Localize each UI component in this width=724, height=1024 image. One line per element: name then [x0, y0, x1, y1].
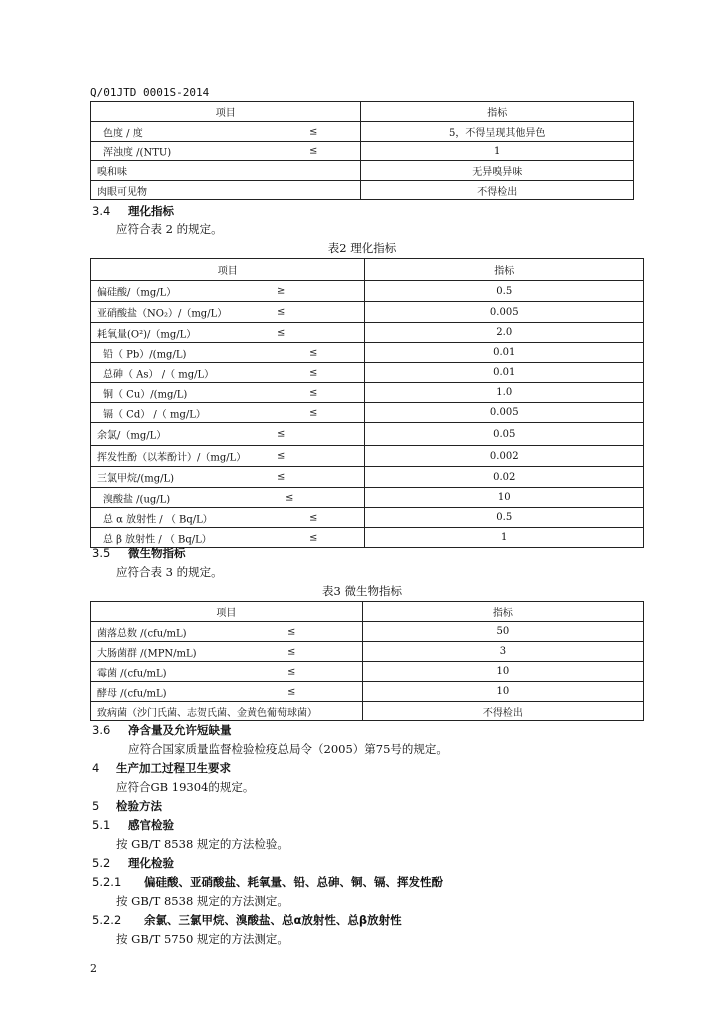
table-row [91, 423, 644, 446]
header-indicator: 指标 [361, 102, 634, 122]
header-item: 项目 [91, 259, 365, 281]
table-row [91, 488, 644, 508]
row-item: 铜（ Cu）/(mg/L) [103, 389, 188, 400]
row-item: 铅（ Pb）/(mg/L) [103, 349, 187, 360]
row-operator: ≤ [309, 387, 318, 398]
table-row [91, 662, 644, 682]
row-operator: ≤ [309, 126, 318, 137]
row-item: 菌落总数 /(cfu/mL) [97, 628, 187, 639]
section-4-text: 应符合GB 19304的规定。 [116, 780, 255, 794]
sensory-table [90, 101, 634, 200]
row-value: 2.0 [365, 323, 644, 343]
section-3-5-heading: 3.5 微生物指标 [92, 546, 186, 560]
row-item: 镉（ Cd） /（ mg/L） [103, 409, 206, 420]
row-value: 0.002 [365, 446, 644, 467]
row-value: 10 [365, 488, 644, 508]
row-value: 0.005 [365, 302, 644, 323]
section-4-heading: 4 生产加工过程卫生要求 [92, 761, 231, 775]
row-item: 大肠菌群 /(MPN/mL) [97, 648, 197, 659]
table-row [91, 363, 644, 383]
table-row [91, 161, 634, 181]
row-item: 总 α 放射性 / （ Bq/L） [103, 514, 213, 525]
row-value: 0.02 [365, 467, 644, 488]
row-value: 不得检出 [362, 702, 643, 721]
row-item: 肉眼可见物 [97, 186, 147, 198]
row-value: 0.01 [365, 343, 644, 363]
row-item: 偏硅酸/（mg/L） [97, 287, 177, 299]
row-operator: ≤ [287, 646, 296, 657]
section-3-5-text: 应符合表 3 的规定。 [116, 565, 223, 579]
row-value: 0.5 [365, 508, 644, 528]
section-5-2-2-heading: 5.2.2 余氯、三氯甲烷、溴酸盐、总α放射性、总β放射性 [92, 913, 402, 927]
row-item: 色度 / 度 [103, 128, 143, 139]
table-header-row [91, 102, 634, 122]
row-item: 嗅和味 [97, 167, 127, 178]
table-row [91, 181, 634, 200]
table-row [91, 446, 644, 467]
table-row [91, 343, 644, 363]
header-indicator: 指标 [362, 602, 643, 622]
header-indicator: 指标 [365, 259, 644, 281]
table2-caption: 表2 理化指标 [327, 241, 397, 255]
table-row [91, 323, 644, 343]
table-row [91, 302, 644, 323]
table-row [91, 142, 634, 161]
section-5-1-heading: 5.1 感官检验 [92, 818, 174, 832]
table-row [91, 702, 644, 721]
row-value: 3 [362, 642, 643, 662]
page-number: 2 [90, 962, 97, 975]
table-row [91, 281, 644, 302]
row-value: 1 [365, 528, 644, 548]
table-row [91, 682, 644, 702]
physicochemical-table [90, 258, 644, 548]
row-item: 霉菌 /(cfu/mL) [97, 668, 167, 679]
row-item: 浑浊度 /(NTU) [103, 147, 172, 159]
section-5-2-heading: 5.2 理化检验 [92, 856, 174, 870]
row-operator: ≤ [287, 626, 296, 637]
section-5-heading: 5 检验方法 [92, 799, 162, 813]
row-value: 0.005 [365, 403, 644, 423]
section-5-2-2-text: 按 GB/T 5750 规定的方法测定。 [116, 932, 289, 946]
table-header-row [91, 602, 644, 622]
row-operator: ≤ [277, 428, 286, 440]
row-value: 无异嗅异味 [361, 161, 634, 181]
row-item: 总 β 放射性 / （ Bq/L） [103, 534, 212, 545]
row-operator: ≤ [309, 367, 318, 378]
row-item: 溴酸盐 /(ug/L) [103, 494, 171, 505]
section-3-6-text: 应符合国家质量监督检验检疫总局令（2005）第75号的规定。 [128, 742, 448, 756]
row-value: 不得检出 [361, 181, 634, 200]
row-item: 余氯/（mg/L） [97, 430, 167, 442]
section-3-4-text: 应符合表 2 的规定。 [116, 222, 223, 236]
row-item: 酵母 /(cfu/mL) [97, 688, 167, 699]
row-item: 总砷（ As） /（ mg/L） [103, 369, 215, 380]
section-5-2-1-text: 按 GB/T 8538 规定的方法测定。 [116, 894, 289, 908]
header-item: 项目 [91, 102, 361, 122]
row-operator: ≤ [309, 347, 318, 358]
row-item: 耗氧量(O²)/（mg/L） [97, 329, 197, 340]
standard-code: Q/01JTD 0001S-2014 [90, 86, 210, 99]
row-operator: ≤ [277, 306, 286, 318]
row-operator: ≤ [309, 512, 318, 523]
row-item: 致病菌（沙门氏菌、志贺氏菌、金黄色葡萄球菌） [97, 707, 317, 719]
table-row [91, 508, 644, 528]
microbiological-table [90, 601, 644, 721]
row-operator: ≤ [277, 450, 286, 462]
row-value: 0.5 [365, 281, 644, 302]
section-5-1-text: 按 GB/T 8538 规定的方法检验。 [116, 837, 289, 851]
row-value: 5，不得呈现其他异色 [361, 122, 634, 142]
row-operator: ≤ [309, 145, 318, 157]
section-5-2-1-heading: 5.2.1 偏硅酸、亚硝酸盐、耗氧量、铅、总砷、铜、镉、挥发性酚 [92, 875, 443, 889]
table-row [91, 467, 644, 488]
table3-caption: 表3 微生物指标 [322, 584, 402, 598]
header-item: 项目 [91, 602, 363, 622]
table-row [91, 622, 644, 642]
row-value: 10 [362, 662, 643, 682]
row-value: 50 [362, 622, 643, 642]
row-value: 1 [361, 142, 634, 161]
section-3-6-heading: 3.6 净含量及允许短缺量 [92, 723, 232, 737]
table-row [91, 122, 634, 142]
row-operator: ≤ [309, 532, 318, 543]
row-operator: ≤ [309, 407, 318, 418]
table-row [91, 403, 644, 423]
row-value: 0.01 [365, 363, 644, 383]
row-operator: ≤ [287, 686, 296, 697]
section-3-4-heading: 3.4 理化指标 [92, 204, 174, 218]
row-operator: ≤ [277, 471, 286, 483]
table-header-row [91, 259, 644, 281]
row-operator: ≥ [277, 285, 286, 297]
row-value: 10 [362, 682, 643, 702]
table-row [91, 383, 644, 403]
row-item: 三氯甲烷/(mg/L) [97, 473, 175, 485]
row-item: 亚硝酸盐（NO₂）/（mg/L） [97, 308, 228, 320]
row-item: 挥发性酚（以苯酚计）/（mg/L） [97, 452, 247, 464]
row-operator: ≤ [287, 666, 296, 677]
row-value: 0.05 [365, 423, 644, 446]
table-row [91, 642, 644, 662]
row-operator: ≤ [277, 327, 286, 338]
row-operator: ≤ [285, 492, 294, 503]
row-value: 1.0 [365, 383, 644, 403]
